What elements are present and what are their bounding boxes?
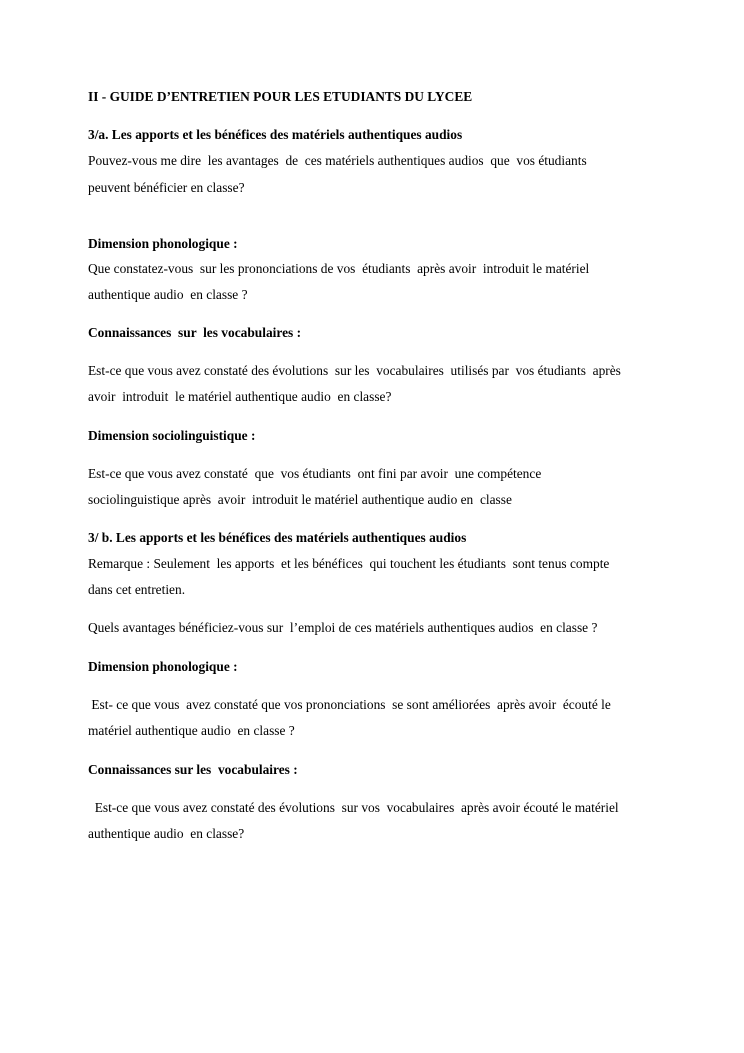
section-a-question-line-1: Pouvez-vous me dire les avantages de ces matériels authentiques audios que vos étudiants <box>88 153 587 168</box>
section-a-vocab-question-line-1: Est-ce que vous avez constaté des évolutions sur les vocabulaires utilisés par vos étudiants après <box>88 363 621 378</box>
section-b-vocab-question-line-1: Est-ce que vous avez constaté des évolutions sur vos vocabulaires après avoir écouté le matériel <box>88 800 619 815</box>
section-b-main-question: Quels avantages bénéficiez-vous sur l’emploi de ces matériels authentiques audios en classe ? <box>88 620 598 635</box>
section-b-vocab-question-line-2: authentique audio en classe? <box>88 826 245 841</box>
section-b-title: 3/ b. Les apports et les bénéfices des matériels authentiques audios <box>88 530 467 545</box>
section-b-remark-line-2: dans cet entretien. <box>88 582 186 597</box>
section-a-socio-question-line-2: sociolinguistique après avoir introduit le matériel authentique audio en classe <box>88 492 512 507</box>
section-a-phono-question-line-2: authentique audio en classe ? <box>88 287 248 302</box>
section-b-remark-line-1: Remarque : Seulement les apports et les bénéfices qui touchent les étudiants sont tenus compte <box>88 556 610 571</box>
section-b-phono-question-line-1: Est- ce que vous avez constaté que vos prononciations se sont améliorées après avoir écouté le <box>88 697 611 712</box>
section-a-socio-question-line-1: Est-ce que vous avez constaté que vos étudiants ont fini par avoir une compétence <box>88 466 542 481</box>
section-a-vocab-title: Connaissances sur les vocabulaires : <box>88 325 302 340</box>
section-a-vocab-question-line-2: avoir introduit le matériel authentique audio en classe? <box>88 389 392 404</box>
document-heading: II - GUIDE D’ENTRETIEN POUR LES ETUDIANTS DU LYCEE <box>88 89 473 104</box>
section-a-title: 3/a. Les apports et les bénéfices des matériels authentiques audios <box>88 127 463 142</box>
section-b-vocab-title: Connaissances sur les vocabulaires : <box>88 762 298 777</box>
section-a-socio-title: Dimension sociolinguistique : <box>88 428 256 443</box>
section-a-phono-question-line-1: Que constatez-vous sur les prononciations de vos étudiants après avoir introduit le matériel <box>88 261 590 276</box>
section-b-phono-question-line-2: matériel authentique audio en classe ? <box>88 723 295 738</box>
section-a-phono-title: Dimension phonologique : <box>88 236 238 251</box>
section-b-phono-title: Dimension phonologique : <box>88 659 238 674</box>
section-a-question-line-2: peuvent bénéficier en classe? <box>88 180 245 195</box>
